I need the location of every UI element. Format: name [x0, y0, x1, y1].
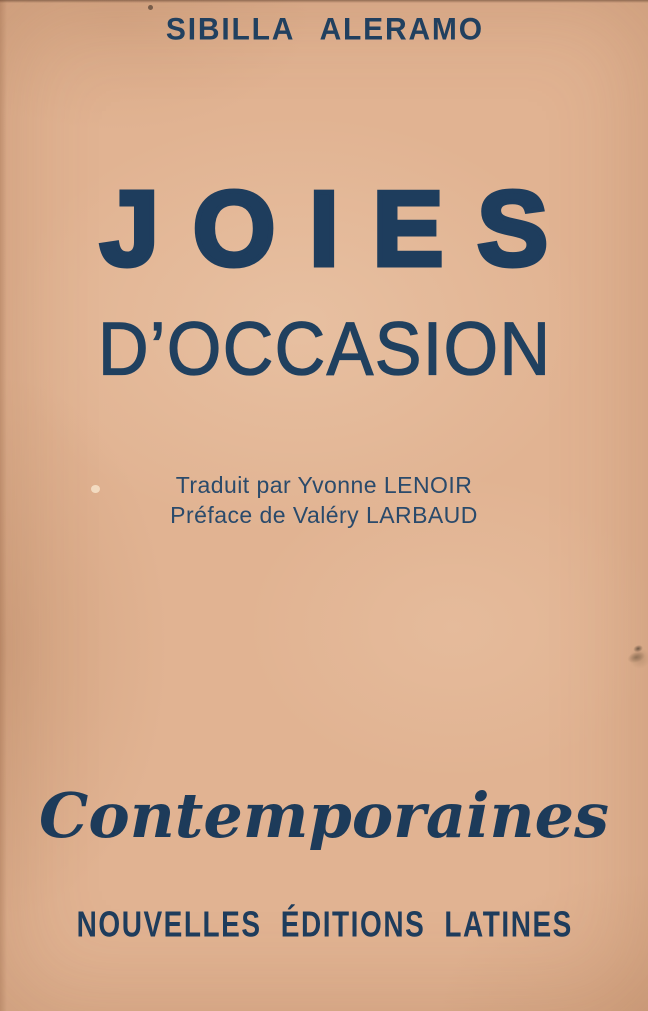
- paper-fleck: [91, 485, 100, 493]
- author-name: SIBILLA ALERAMO: [165, 12, 484, 47]
- scan-edge-top: [0, 0, 648, 3]
- title-line-2: D’OCCASION: [97, 307, 552, 391]
- ink-blemish: [617, 632, 648, 677]
- credits-block: [0, 470, 648, 530]
- preface-credit: Préface de Valéry LARBAUD: [170, 502, 478, 528]
- title-line-1: JOIES: [100, 170, 582, 288]
- translator-credit: Traduit par Yvonne LENOIR: [175, 472, 473, 498]
- paper-speck: [148, 5, 153, 10]
- collection-name: Contemporaines: [39, 779, 609, 852]
- publisher-name: NOUVELLES ÉDITIONS LATINES: [76, 904, 573, 945]
